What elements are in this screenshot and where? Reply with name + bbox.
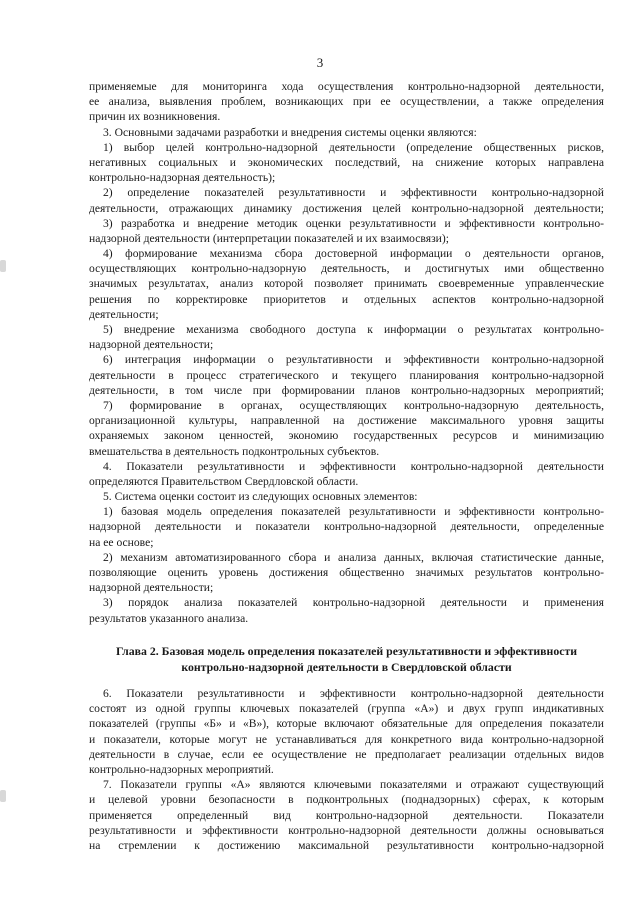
text-line: 4) формирование механизма сбора достоверной информации о деятельности органов, bbox=[103, 247, 604, 261]
text-line: деятельности; bbox=[89, 307, 159, 321]
text-line: решения по корректировке приоритетов и отдельных аспектов контрольно-надзорной bbox=[89, 292, 604, 306]
text-line: 6. Показатели результативности и эффективности контрольно-надзорной деятельности bbox=[103, 687, 604, 700]
text-line: контрольно-надзорных мероприятий. bbox=[89, 762, 274, 776]
text-line: деятельности в процесс стратегического и текущего планирования контрольно-надзорной bbox=[89, 368, 604, 382]
text-line: 5. Система оценки состоит из следующих основных элементов: bbox=[103, 490, 418, 504]
text-line: 7. Показатели группы «А» являются ключевыми показателями и отражают существующий bbox=[103, 778, 604, 792]
text-line: деятельности, в том числе при формировании планов контрольно-надзорных мероприятий; bbox=[89, 383, 604, 397]
text-line: позволяющие оценить уровень достижения общественно значимых результатов контрольно- bbox=[89, 566, 604, 579]
text-line: 6) интеграция информации о результативности и эффективности контрольно-надзорной bbox=[103, 353, 604, 367]
page-number: 3 bbox=[316, 55, 324, 70]
text-line: 4. Показатели результативности и эффективности контрольно-надзорной деятельности bbox=[103, 459, 604, 473]
text-line: на стремлении к достижению максимальной результативности контрольно-надзорной bbox=[89, 838, 604, 852]
text-line: ее анализа, выявления проблем, возникающих при ее осуществлении, а также определения bbox=[89, 95, 604, 109]
text-line: надзорной деятельности (интерпретации показателей и их взаимосвязи); bbox=[89, 231, 449, 245]
text-line: деятельности, отражающих динамику достижения целей контрольно-надзорной деятельности; bbox=[89, 201, 604, 215]
text-line: показателей (группы «Б» и «В»), которые включают обязательные для определения показатели bbox=[89, 717, 604, 731]
text-line: 1) базовая модель определения показателей результативности и эффективности контрольно- bbox=[103, 505, 604, 519]
body-text-section-2 bbox=[89, 686, 604, 853]
scan-punch-mark bbox=[0, 790, 6, 802]
text-line: значимых результатах, анализ которой позволяет принимать своевременные управленческие bbox=[89, 277, 604, 291]
body-text-section-1 bbox=[89, 79, 604, 626]
text-line: 3. Основными задачами разработки и внедрения системы оценки являются: bbox=[103, 125, 477, 139]
text-line: деятельности в случае, если ее осуществление не предполагает реализации отдельных видов bbox=[89, 747, 604, 761]
text-line: 2) механизм автоматизированного сбора и анализа данных, включая статистические данные, bbox=[103, 550, 604, 564]
text-line: результативности и эффективности контрольно-надзорной деятельности должны основываться bbox=[89, 823, 604, 837]
text-line: 3) разработка и внедрение методик оценки результативности и эффективности контрольно- bbox=[103, 216, 604, 230]
text-line: результатов указанного анализа. bbox=[89, 611, 249, 625]
text-line: 5) внедрение механизма свободного доступа к информации о результатах контрольно- bbox=[103, 323, 604, 336]
chapter-heading bbox=[89, 643, 604, 675]
text-line: вмешательства в деятельность подконтрольных субъектов. bbox=[89, 444, 380, 458]
scan-punch-mark bbox=[0, 260, 6, 272]
text-line: контрольно-надзорная деятельность); bbox=[89, 171, 276, 185]
text-line: и показатели, которые могут не устанавливаться для конкретного вида контрольно-надзорной bbox=[89, 732, 604, 746]
text-line: применяемые для мониторинга хода осуществления контрольно-надзорной деятельности, bbox=[89, 80, 604, 93]
text-line: надзорной деятельности и показатели контрольно-надзорной деятельности, определенные bbox=[89, 520, 604, 534]
text-line: и целевой уровни безопасности в подконтрольных (поднадзорных) сферах, к которым bbox=[89, 793, 604, 807]
text-line: 1) выбор целей контрольно-надзорной деятельности (определение общественных рисков, bbox=[103, 140, 604, 154]
text-line: надзорной деятельности; bbox=[89, 581, 214, 595]
text-line: охраняемых законом ценностей, экономию государственных ресурсов и минимизацию bbox=[89, 429, 604, 443]
text-line: осуществляющих контрольно-надзорную деятельность, и достигнутых ими общественно bbox=[89, 262, 604, 276]
text-line: состоят из одной группы ключевых показателей (группа «А») и двух групп индикативных bbox=[89, 702, 604, 716]
text-line: организационной культуры, направленной на достижение максимального уровня защиты bbox=[89, 414, 604, 428]
text-line: 2) определение показателей результативности и эффективности контрольно-надзорной bbox=[103, 186, 604, 200]
text-line: на ее основе; bbox=[89, 535, 154, 549]
text-line: негативных социальных и экономических последствий, на снижение которых направлена bbox=[89, 155, 604, 169]
chapter-heading-line-1: Глава 2. Базовая модель определения показателей результативности и эффективности bbox=[115, 644, 578, 658]
text-line: причин их возникновения. bbox=[89, 110, 221, 124]
text-line: надзорной деятельности; bbox=[89, 338, 214, 352]
text-line: 7) формирование в органах, осуществляющих контрольно-надзорную деятельность, bbox=[103, 398, 604, 412]
text-line: определяются Правительством Свердловской области. bbox=[89, 474, 359, 488]
chapter-heading-line-2: контрольно-надзорной деятельности в Свердловской области bbox=[181, 660, 512, 674]
text-line: применяется определенный вид контрольно-надзорной деятельности. Показатели bbox=[89, 808, 604, 822]
text-line: 3) порядок анализа показателей контрольно-надзорной деятельности и применения bbox=[103, 596, 604, 610]
